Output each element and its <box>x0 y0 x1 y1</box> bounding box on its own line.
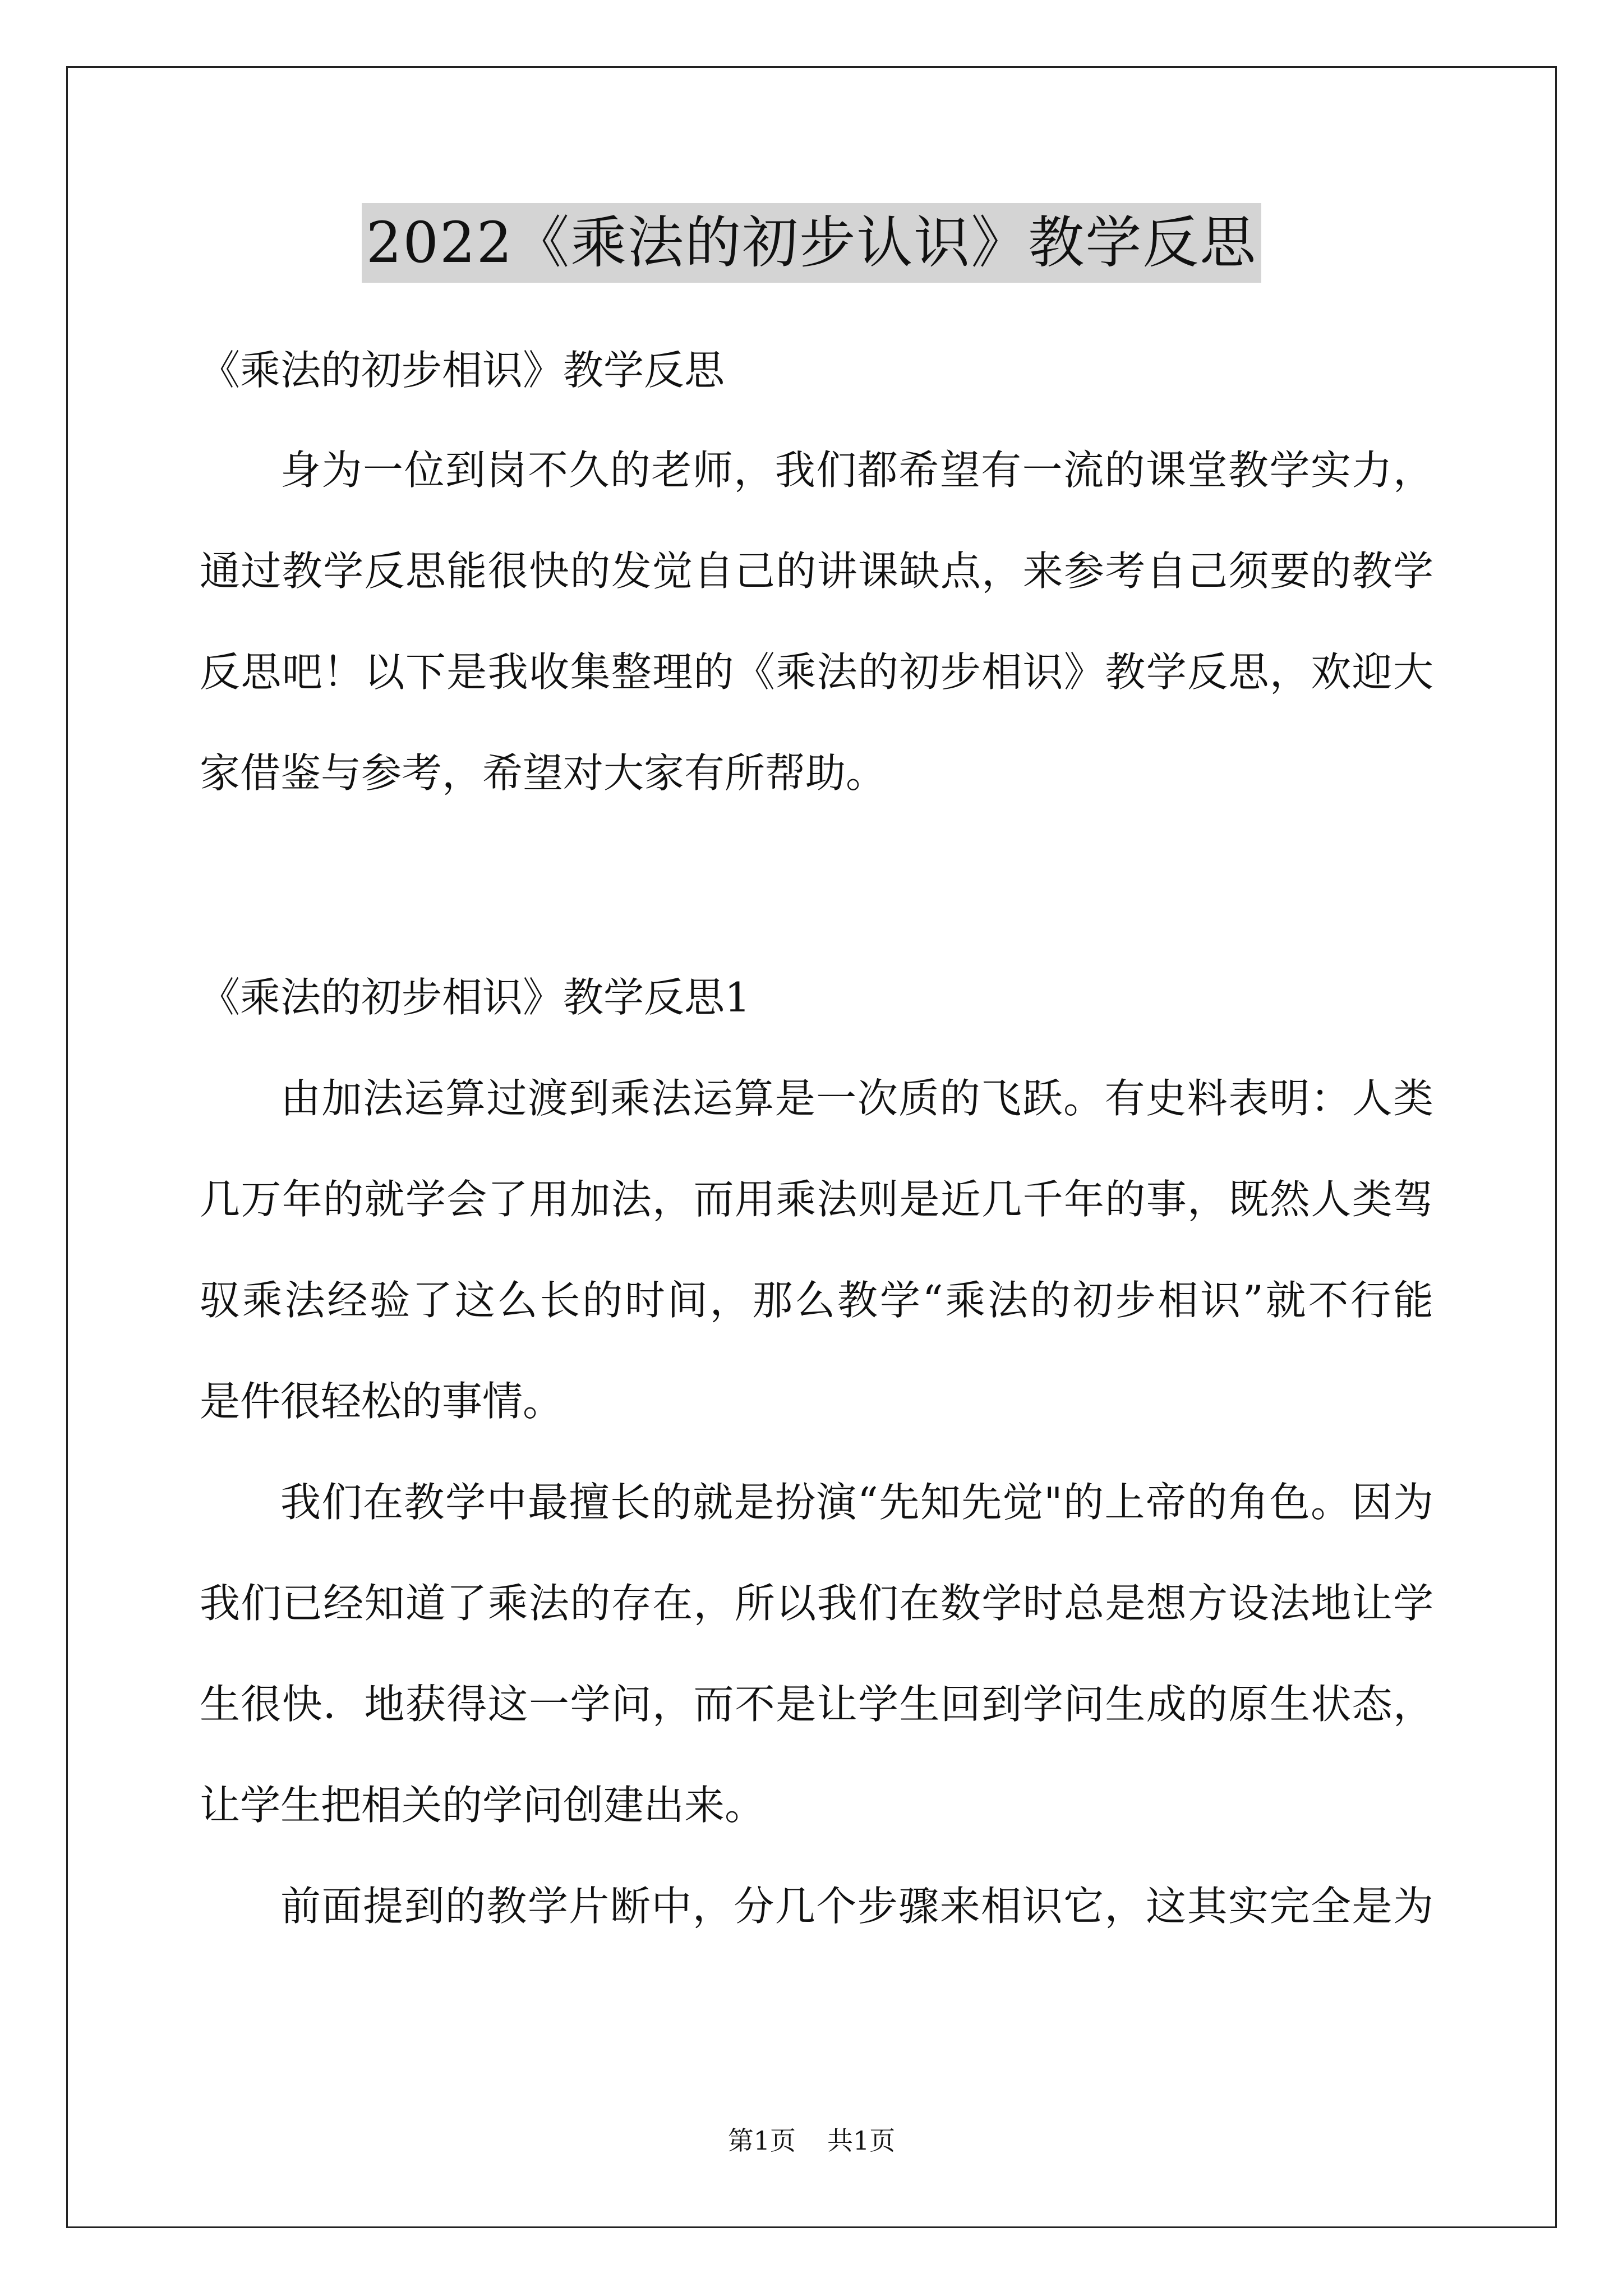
paragraph-line: 我们在教学中最擅长的就是扮演“先知先觉"的上帝的角色。因为 <box>280 1479 1433 1526</box>
paragraph-line: 身为一位到岗不久的老师，我们都希望有一流的课堂教学实力， <box>280 447 1433 494</box>
paragraph-line: 由加法运算过渡到乘法运算是一次质的飞跃。有史料表明：人类 <box>280 1075 1433 1122</box>
section-heading-intro: 《乘法的初步相识》教学反思 <box>200 347 725 394</box>
paragraph-line: 几万年的就学会了用加法，而用乘法则是近几千年的事，既然人类驾 <box>200 1176 1433 1223</box>
paragraph-line: 家借鉴与参考，希望对大家有所帮助。 <box>200 749 887 797</box>
paragraph-line: 让学生把相关的学问创建出来。 <box>200 1782 766 1829</box>
page-total: 共1页 <box>827 2125 896 2156</box>
paragraph-line: 反思吧！以下是我收集整理的《乘法的初步相识》教学反思，欢迎大 <box>200 648 1433 696</box>
paragraph-line: 驭乘法经验了这么长的时间，那么教学“乘法的初步相识”就不行能 <box>200 1277 1433 1324</box>
paragraph-line: 我们已经知道了乘法的存在，所以我们在数学时总是想方设法地让学 <box>200 1580 1433 1627</box>
title-wrap <box>0 203 1623 283</box>
paragraph-line: 前面提到的教学片断中，分几个步骤来相识它，这其实完全是为 <box>280 1883 1433 1930</box>
document-title: 2022《乘法的初步认识》教学反思 <box>362 203 1262 283</box>
section-heading-1: 《乘法的初步相识》教学反思1 <box>200 974 750 1021</box>
page-footer <box>0 2124 1623 2157</box>
paragraph-line: 生很快．地获得这一学问，而不是让学生回到学问生成的原生状态， <box>200 1681 1433 1728</box>
paragraph-line: 是件很轻松的事情。 <box>200 1378 564 1425</box>
paragraph-line: 通过教学反思能很快的发觉自己的讲课缺点，来参考自己须要的教学 <box>200 547 1433 595</box>
page-number: 第1页 <box>727 2125 796 2156</box>
